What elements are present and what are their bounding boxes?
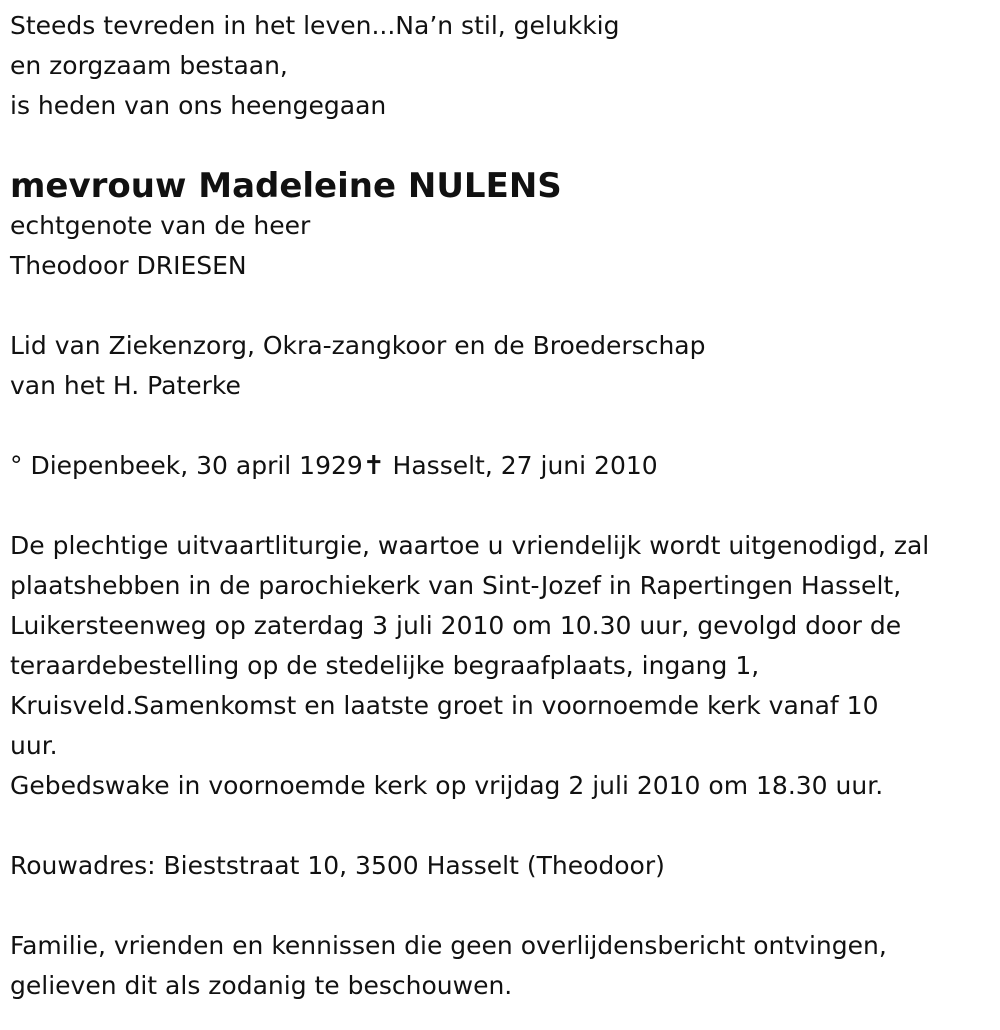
funeral-section [10,526,995,806]
death-date: Hasselt, 27 juni 2010 [384,451,658,480]
deceased-section [10,166,995,286]
funeral-line-2: plaatshebben in de parochiekerk van Sint-Jozef in Rapertingen Hasselt, [10,571,902,600]
spouse-line-1: echtgenote van de heer [10,211,311,240]
spacer [10,886,995,926]
membership-line-2: van het H. Paterke [10,371,241,400]
obituary-notice [10,6,995,1006]
poem-line-2: en zorgzaam bestaan, [10,51,288,80]
spacer [10,486,995,526]
funeral-line-4: teraardebestelling op de stedelijke begraafplaats, ingang 1, [10,651,760,680]
membership-line-1: Lid van Ziekenzorg, Okra-zangkoor en de Broederschap [10,331,706,360]
closing-line-2: gelieven dit als zodanig te beschouwen. [10,971,513,1000]
dates-section [10,446,995,486]
vigil-line: Gebedswake in voornoemde kerk op vrijdag 2 juli 2010 om 18.30 uur. [10,771,884,800]
poem-section [10,6,995,126]
address-section [10,846,995,886]
funeral-line-5: Kruisveld.Samenkomst en laatste groet in voornoemde kerk vanaf 10 [10,691,879,720]
closing-line-1: Familie, vrienden en kennissen die geen overlijdensbericht ontvingen, [10,931,887,960]
poem-line-1: Steeds tevreden in het leven...Na’n stil, gelukkig [10,11,620,40]
funeral-line-3: Luikersteenweg op zaterdag 3 juli 2010 om 10.30 uur, gevolgd door de [10,611,902,640]
birth-date: ° Diepenbeek, 30 april 1929 [10,451,363,480]
funeral-line-6: uur. [10,731,58,760]
spacer [10,406,995,446]
deceased-name: mevrouw Madeleine NULENS [10,166,562,206]
mourning-address: Rouwadres: Bieststraat 10, 3500 Hasselt (Theodoor) [10,851,665,880]
life-dates [10,446,995,486]
spacer [10,126,995,166]
spouse-line-2: Theodoor DRIESEN [10,251,247,280]
closing-section [10,926,995,1006]
membership-section [10,326,995,406]
spacer [10,806,995,846]
poem-line-3: is heden van ons heengegaan [10,91,387,120]
spacer [10,286,995,326]
cross-icon: ✝ [362,451,385,481]
funeral-line-1: De plechtige uitvaartliturgie, waartoe u vriendelijk wordt uitgenodigd, zal [10,531,930,560]
